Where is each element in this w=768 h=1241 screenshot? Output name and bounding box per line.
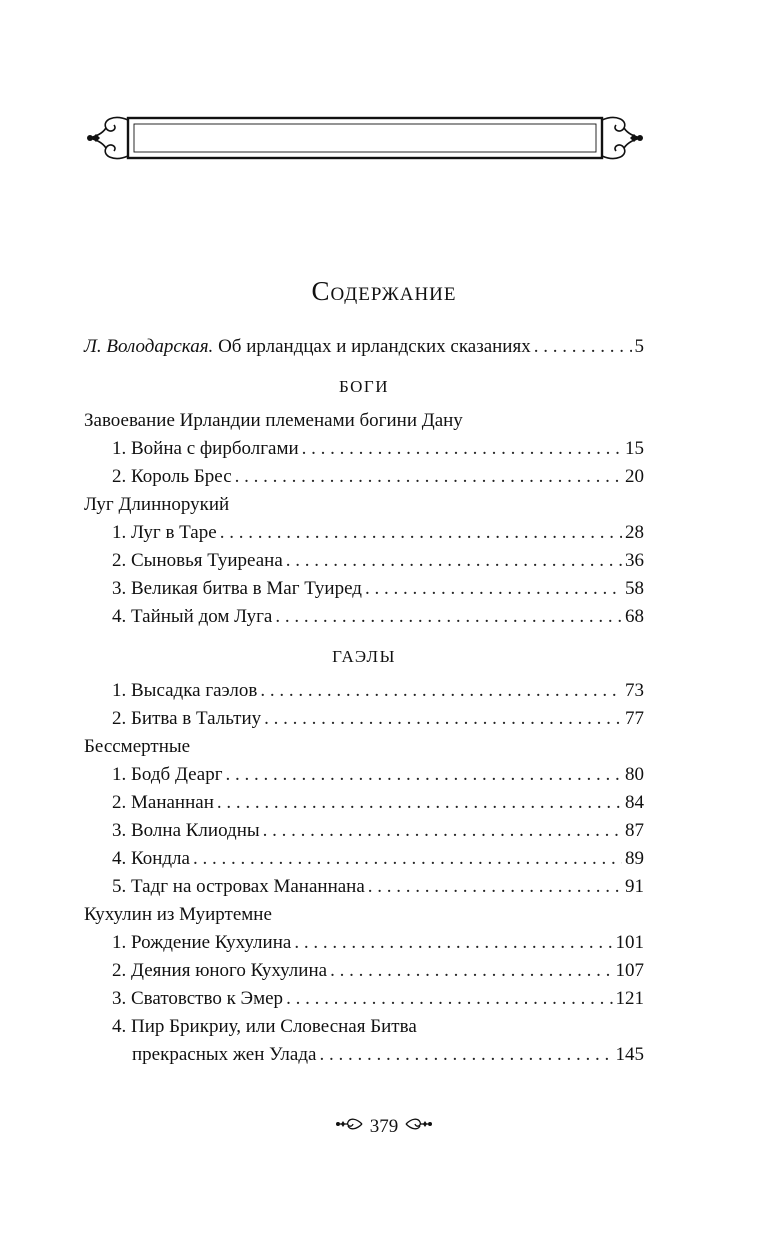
dot-leader — [217, 789, 622, 817]
toc-entry-title: 1. Луг в Таре — [112, 522, 217, 543]
dot-leader — [286, 547, 622, 575]
toc-entry[interactable] — [84, 603, 644, 631]
dot-leader — [302, 435, 622, 463]
toc-entry-title: Кухулин из Муиртемне — [84, 904, 272, 925]
section-heading: БОГИ — [338, 377, 390, 396]
flourish-right-icon — [404, 1116, 434, 1138]
toc-page-number: 89 — [625, 848, 644, 869]
toc-entry-title: 2. Битва в Тальтиу — [112, 708, 262, 729]
section-heading: ГАЭЛЫ — [332, 647, 396, 666]
dot-leader — [264, 705, 622, 733]
page-title: Содержание — [311, 276, 457, 306]
dot-leader — [319, 1041, 612, 1069]
toc-entry-title: 2. Король Брес — [112, 466, 232, 487]
dot-leader — [193, 845, 622, 873]
toc-entry[interactable] — [84, 677, 644, 705]
dot-leader — [294, 929, 612, 957]
toc-entry-title: 3. Великая битва в Маг Туиред — [112, 578, 362, 599]
dot-leader — [220, 519, 622, 547]
toc-entry-title: Завоевание Ирландии племенами богини Дану — [84, 410, 463, 431]
toc-page-number: 73 — [625, 680, 644, 701]
flourish-left-icon — [334, 1116, 364, 1138]
toc-entry-title: 2. Деяния юного Кухулина — [112, 960, 328, 981]
toc-page-number: 15 — [625, 438, 644, 459]
toc-group-heading[interactable] — [84, 733, 644, 761]
toc-entry-title: 4. Пир Брикриу, или Словесная Битва — [112, 1016, 417, 1037]
toc-entry-title: 4. Кондла — [112, 848, 190, 869]
page-footer — [0, 1116, 768, 1138]
dot-leader — [365, 575, 622, 603]
toc-entry[interactable] — [84, 985, 644, 1013]
toc-entry[interactable] — [84, 463, 644, 491]
toc-intro-text — [84, 333, 531, 361]
toc-entry-title: 2. Сыновья Туиреана — [112, 550, 283, 571]
dot-leader — [330, 957, 612, 985]
toc-entry-title: 5. Тадг на островах Мананнана — [112, 876, 365, 897]
dot-leader — [260, 677, 622, 705]
toc-entry[interactable] — [84, 1013, 644, 1041]
toc-intro-entry[interactable] — [84, 333, 644, 361]
toc-entry-title: 1. Высадка гаэлов — [112, 680, 258, 701]
toc-page-number: 5 — [634, 336, 644, 357]
toc-entry-title: 3. Волна Клиодны — [112, 820, 260, 841]
toc-entry-title: 4. Тайный дом Луга — [112, 606, 273, 627]
toc-entry[interactable] — [84, 789, 644, 817]
toc-sections — [84, 373, 644, 1069]
toc-page-number: 91 — [625, 876, 644, 897]
toc-entry-title: 2. Мананнан — [112, 792, 214, 813]
toc-page-number: 28 — [625, 522, 644, 543]
toc-entry-title: Луг Длиннорукий — [84, 494, 230, 515]
toc-entry-title: 1. Бодб Деарг — [112, 764, 223, 785]
toc-group-heading[interactable] — [84, 491, 644, 519]
toc-entry-title: Бессмертные — [84, 736, 191, 757]
toc-entry-title: 1. Рождение Кухулина — [112, 932, 292, 953]
toc-entry[interactable] — [84, 519, 644, 547]
toc-page-number: 36 — [625, 550, 644, 571]
toc-page-number: 87 — [625, 820, 644, 841]
toc-entry[interactable] — [84, 761, 644, 789]
intro-title: Об ирландцах и ирландских сказаниях — [218, 336, 531, 357]
toc-page-number: 20 — [625, 466, 644, 487]
toc-page-number: 121 — [615, 988, 644, 1009]
dot-leader — [235, 463, 622, 491]
table-of-contents — [84, 333, 644, 1069]
toc-page-number: 101 — [615, 932, 644, 953]
dot-leader — [275, 603, 622, 631]
toc-page-number: 77 — [625, 708, 644, 729]
toc-group-heading[interactable] — [84, 407, 644, 435]
toc-entry-title: прекрасных жен Улада — [132, 1044, 317, 1065]
dot-leader — [263, 817, 622, 845]
toc-entry[interactable] — [84, 575, 644, 603]
toc-entry-title: 3. Сватовство к Эмер — [112, 988, 284, 1009]
toc-entry[interactable] — [84, 929, 644, 957]
dot-leader — [368, 873, 622, 901]
dot-leader — [226, 761, 622, 789]
toc-entry[interactable] — [84, 547, 644, 575]
toc-entry[interactable] — [84, 957, 644, 985]
toc-entry[interactable] — [84, 817, 644, 845]
toc-page-number: 58 — [625, 578, 644, 599]
toc-entry-title: 1. Война с фирболгами — [112, 438, 299, 459]
toc-entry[interactable] — [84, 435, 644, 463]
dot-leader — [534, 333, 632, 361]
toc-entry[interactable] — [84, 705, 644, 733]
toc-page-number: 145 — [615, 1044, 644, 1065]
dot-leader — [286, 985, 612, 1013]
toc-page-number: 107 — [615, 960, 644, 981]
toc-page-number: 84 — [625, 792, 644, 813]
header-ornament-frame — [84, 112, 646, 164]
toc-entry[interactable] — [84, 845, 644, 873]
intro-author: Л. Володарская. — [84, 336, 214, 357]
toc-page-number: 68 — [625, 606, 644, 627]
spacer — [84, 361, 644, 373]
page-number: 379 — [369, 1116, 399, 1137]
toc-page-number: 80 — [625, 764, 644, 785]
toc-group-heading[interactable] — [84, 901, 644, 929]
spacer — [84, 631, 644, 643]
toc-entry[interactable] — [84, 1041, 644, 1069]
toc-entry[interactable] — [84, 873, 644, 901]
